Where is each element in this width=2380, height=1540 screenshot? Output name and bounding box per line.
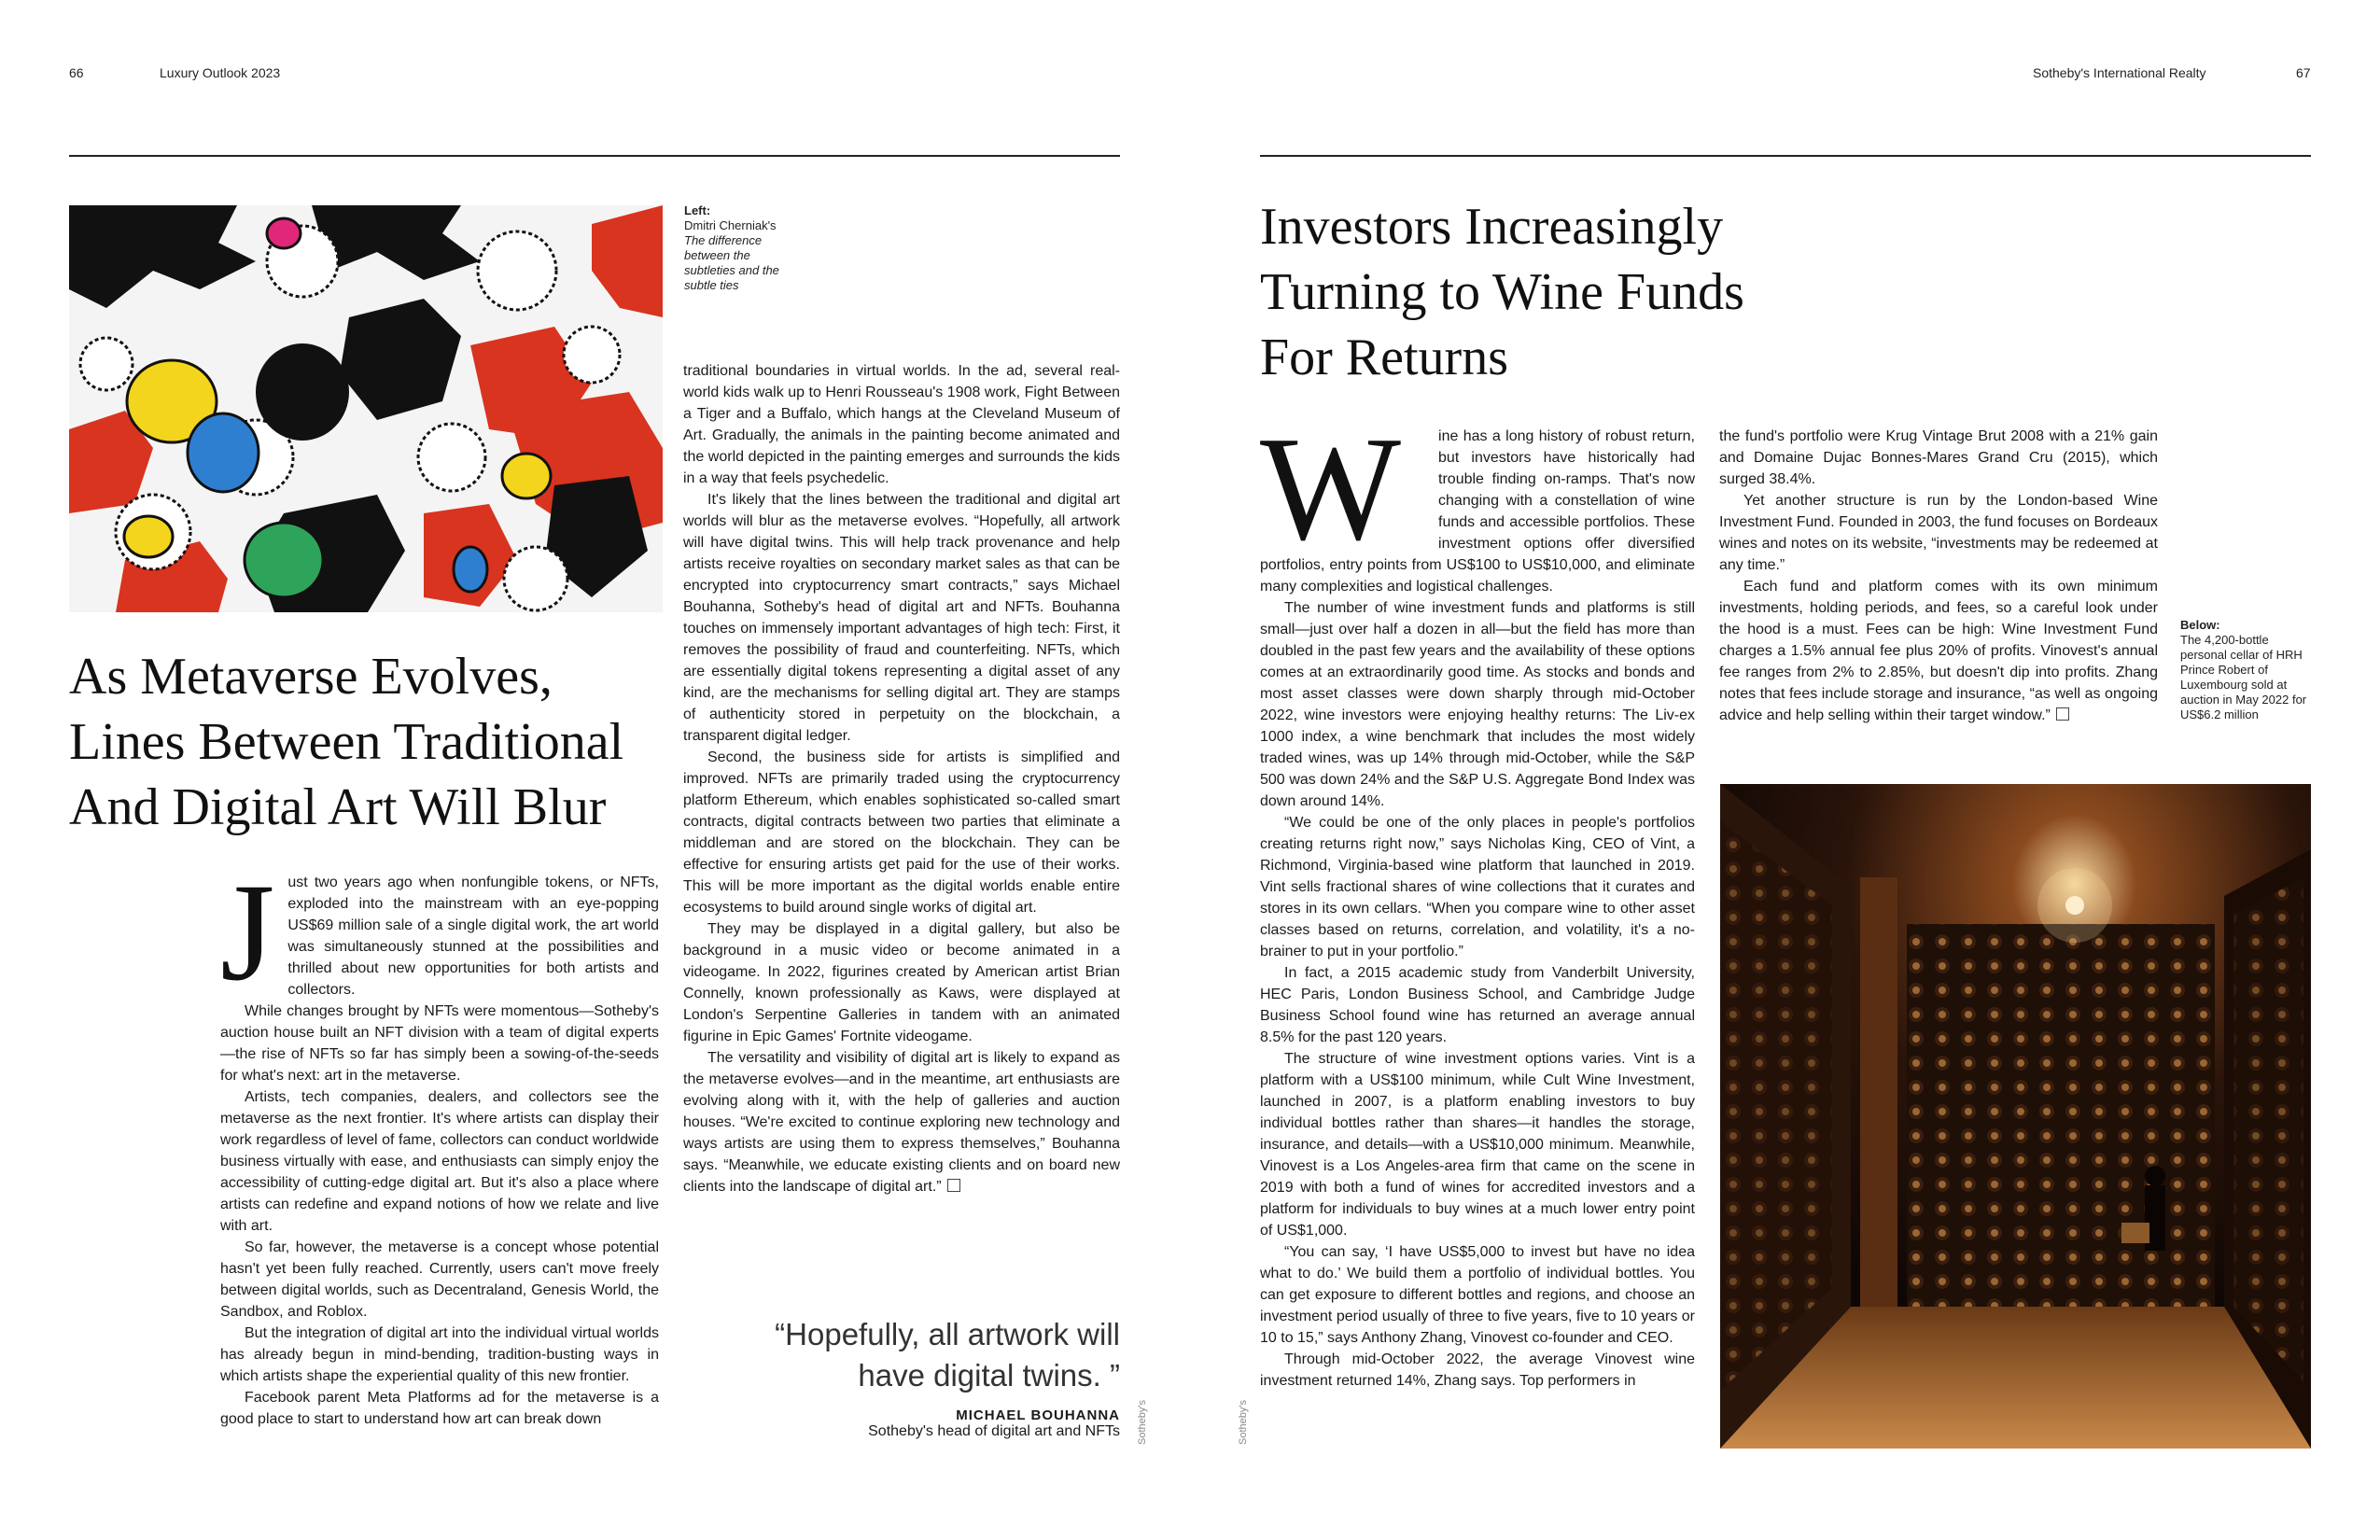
wine-cellar-photo — [1720, 784, 2311, 1449]
cellar-caption-text: The 4,200-bottle personal cellar of HRH Prince Robert of Luxembourg sold at auction in May 2022 for US$6.2 million — [2180, 633, 2307, 721]
wine-cellar-illustration — [1720, 784, 2311, 1449]
right-publication-title: Sotheby's International Realty — [2033, 65, 2206, 80]
left-title-line-3: And Digital Art Will Blur — [69, 778, 607, 836]
right-col1-paragraph-7: Through mid-October 2022, the average Vinovest wine investment returned 14%, Zhang says. Top performers in — [1260, 1351, 1695, 1389]
left-header-rule — [69, 155, 1120, 157]
left-page-number: 66 — [69, 65, 84, 80]
pull-quote — [765, 1314, 1120, 1440]
right-photo-credit: Sotheby's — [1238, 1400, 1249, 1445]
left-col1-paragraph-5: But the integration of digital art into the individual virtual worlds has already begun in mind-bending, tradition-busting ways in which artists shape the experiential quality of this new frontier. — [220, 1325, 659, 1384]
left-title-line-2: Lines Between Traditional — [69, 713, 624, 771]
left-photo-credit: Sotheby's — [1137, 1400, 1148, 1445]
end-mark-icon — [2056, 707, 2069, 721]
end-mark-icon — [947, 1179, 960, 1192]
left-col1-paragraph-6: Facebook parent Meta Platforms ad for the metaverse is a good place to start to understand how art can break down — [220, 1390, 659, 1427]
left-article-title — [69, 644, 685, 840]
artwork-caption-artist: Dmitri Cherniak's — [684, 218, 777, 232]
right-col1-paragraph-4: In fact, a 2015 academic study from Vanderbilt University, HEC Paris, London Business School, and Cambridge Judge Business School found wine has returned an average annual 8.5% for the past 120 years. — [1260, 965, 1695, 1045]
right-title-line-2: Turning to Wine Funds — [1260, 263, 1744, 321]
artwork-caption — [684, 203, 796, 293]
digital-artwork-illustration — [69, 205, 663, 612]
right-title-line-1: Investors Increasingly — [1260, 198, 1724, 256]
left-col2-paragraph-4: They may be displayed in a digital gallery, but also be background in a music video or become animated in a videogame. In 2022, figurines created by American artist Brian Connelly, known professionally as Kaws, were displayed at London's Serpentine Galleries in tandem with an animated figurine in Epic Games' Fortnite videogame. — [683, 921, 1120, 1044]
pull-quote-role: Sotheby's head of digital art and NFTs — [868, 1423, 1120, 1439]
right-article-column-1 — [1260, 405, 1696, 1392]
artwork-caption-label: Left: — [684, 203, 711, 217]
artwork-caption-title: The difference between the subtleties and the subtle ties — [684, 233, 779, 292]
right-title-line-3: For Returns — [1260, 329, 1508, 386]
pull-quote-name: MICHAEL BOUHANNA — [956, 1407, 1120, 1423]
right-col1-paragraph-5: The structure of wine investment options varies. Vint is a platform with a US$100 minimum, while Cult Wine Investment, launched in 2007, is a platform enabling investors to buy individual bottles rather than shares—it handles the storage, insurance, and details—with a US$10,000 minimum. Meanwhile, Vinovest is a Los Angeles-area firm that came on the scene in 2019 with both a fund of wines for accredited investors and a platform for individuals to buy wines at a much lower entry point of US$1,000. — [1260, 1051, 1695, 1239]
left-dropcap: J — [220, 855, 275, 1010]
left-col2-paragraph-3: Second, the business side for artists is simplified and improved. NFTs are primarily traded using the cryptocurrency platform Ethereum, which enables sophisticated so-called smart contracts, digital contracts between two parties that eliminate a middleman and are stored on the blockchain. They can be effective for ensuring artists get paid for the use of their works. This will be more important as the digital worlds enable entire ecosystems to build around single works of digital art. — [683, 749, 1120, 916]
left-col2-paragraph-2: It's likely that the lines between the traditional and digital art worlds will blur as the metaverse evolves. “Hopefully, all artwork will have digital twins. This will help track provenance and help artists receive royalties on secondary market sales as that can be encrypted into cryptocurrency smart contracts,” says Michael Bouhanna, Sotheby's head of digital art and NFTs. Bouhanna touches on immensely important advantages of high tech: First, it removes the possibility of fraud and counterfeiting. NFTs, which are essentially digital tokens representing a digital asset of any kind, are the mechanisms for selling digital art. They are stamps of authenticity stored in perpetuity on the blockchain, a transparent digital ledger. — [683, 492, 1120, 744]
cellar-caption-label: Below: — [2180, 618, 2220, 632]
right-col1-paragraph-2: The number of wine investment funds and platforms is still small—just over half a dozen in all—but the field has more than doubled in the past few years and the availability of these options comes at an extraordinarily good time. As stocks and bonds and most asset classes were down sharply through mid-October 2022, wine investors were enjoying healthy returns: The Liv-ex 1000 index, a wine benchmark that includes the most widely traded wines, was up 14% through mid-October, while the S&P 500 was down 24% and the S&P U.S. Aggregate Bond Index was down around 14%. — [1260, 600, 1695, 809]
left-col2-paragraph-1: traditional boundaries in virtual worlds. In the ad, several real-world kids walk up to Henri Rousseau's 1908 work, Fight Between a Tiger and a Buffalo, which hangs at the Cleveland Museum of Art. Gradually, the animals in the painting become animated and the world depicted in the painting emerges and surrounds the kids in a way that feels psychedelic. — [683, 363, 1120, 486]
right-col2-paragraph-1: the fund's portfolio were Krug Vintage Brut 2008 with a 21% gain and Domaine Dujac Bonnes-Mares Grand Cru (2015), which surged 38.4%. — [1719, 428, 2158, 487]
right-article-title — [1260, 194, 1969, 390]
right-dropcap: W — [1260, 405, 1402, 571]
right-col1-paragraph-3: “We could be one of the only places in people's portfolios creating returns right now,” says Nicholas King, CEO of Vint, a Richmond, Virginia-based wine platform that launched in 2019. Vint sells fractional shares of wine collections that it curates and stores in its own cellars. “When you compare wine to other asset classes based on returns, correlation, and volatility, it's a no-brainer to put in your portfolio.” — [1260, 815, 1695, 959]
cellar-caption — [2180, 618, 2311, 722]
pull-quote-text: “Hopefully, all artwork will have digital twins. ” — [775, 1317, 1120, 1393]
left-col1-paragraph-1: Just two years ago when nonfungible tokens, or NFTs, exploded into the mainstream with an eye-popping US$69 million sale of a single digital work, the art world was simultaneously stunned at the possibilities and thrilled about new opportunities for both artists and collectors. — [220, 855, 659, 1010]
left-col1-paragraph-3: Artists, tech companies, dealers, and collectors see the metaverse as the next frontier. It's where artists can display their work regardless of level of fame, collectors can conduct worldwide business virtually with ease, and enthusiasts can simply enjoy the accessibility of cutting-edge digital art. But it's also a place where artists can redefine and expand notions of how we relate and live with art. — [220, 1089, 659, 1234]
left-article-column-2 — [683, 360, 1120, 1197]
right-col1-paragraph-6: “You can say, ‘I have US$5,000 to invest but have no idea what to do.’ We build them a portfolio of individual bottles. You can get exposure to different bottles and regions, and choose an investment period usually of three to five years, five to 10 years or 10 to 15,” says Anthony Zhang, Vinovest co-founder and CEO. — [1260, 1244, 1696, 1346]
left-article-column-1 — [220, 855, 659, 1430]
left-publication-title: Luxury Outlook 2023 — [160, 65, 281, 80]
right-page-number: 67 — [2296, 65, 2311, 80]
right-col1-paragraph-1: W ine has a long history of robust return, but investors have historically had trouble finding on-ramps. That's now changing with a constellation of wine funds and accessible portfolios. These investment options offer diversified portfolios, entry points from US$100 to US$10,000, and eliminate many complexities and logistical challenges. — [1260, 405, 1695, 595]
digital-artwork-image — [69, 205, 663, 612]
left-title-line-1: As Metaverse Evolves, — [69, 648, 553, 706]
left-col1-paragraph-4: So far, however, the metaverse is a concept whose potential hasn't yet been fully reached. Currently, users can't move freely between digital worlds, such as Decentraland, Genesis World, the Sandbox, and Roblox. — [220, 1239, 659, 1320]
right-header-rule — [1260, 155, 2311, 157]
right-col2-paragraph-3: Each fund and platform comes with its own minimum investments, holding periods, and fees, so a careful look under the hood is a must. Fees can be high: Wine Investment Fund charges a 1.5% annual fee plus 20% of profits. Vinovest's annual fee ranges from 2% to 2.85%, but doesn't dip into profits. Zhang notes that fees include storage and insurance, “as well as ongoing advice and help selling within their target window.” — [1719, 579, 2158, 723]
left-col1-paragraph-2: While changes brought by NFTs were momentous—Sotheby's auction house built an NFT division with a team of digital experts—the rise of NFTs so far has simply been a sowing-of-the-seeds for what's next: art in the metaverse. — [220, 1003, 659, 1084]
left-col2-paragraph-5: The versatility and visibility of digital art is likely to expand as the metaverse evolves—and in the meantime, art enthusiasts are evolving along with it, with the help of galleries and auction houses. “We're excited to continue exploring new technology and ways artists are using them to express themselves,” Bouhanna says. “Meanwhile, we educate existing clients and on board new clients into the landscape of digital art.” — [683, 1050, 1120, 1195]
right-col2-paragraph-2: Yet another structure is run by the London-based Wine Investment Fund. Founded in 2003, the fund focuses on Bordeaux wines and notes on its website, “investments may be redeemed at any time.” — [1719, 493, 2158, 573]
right-article-column-2 — [1719, 426, 2158, 726]
